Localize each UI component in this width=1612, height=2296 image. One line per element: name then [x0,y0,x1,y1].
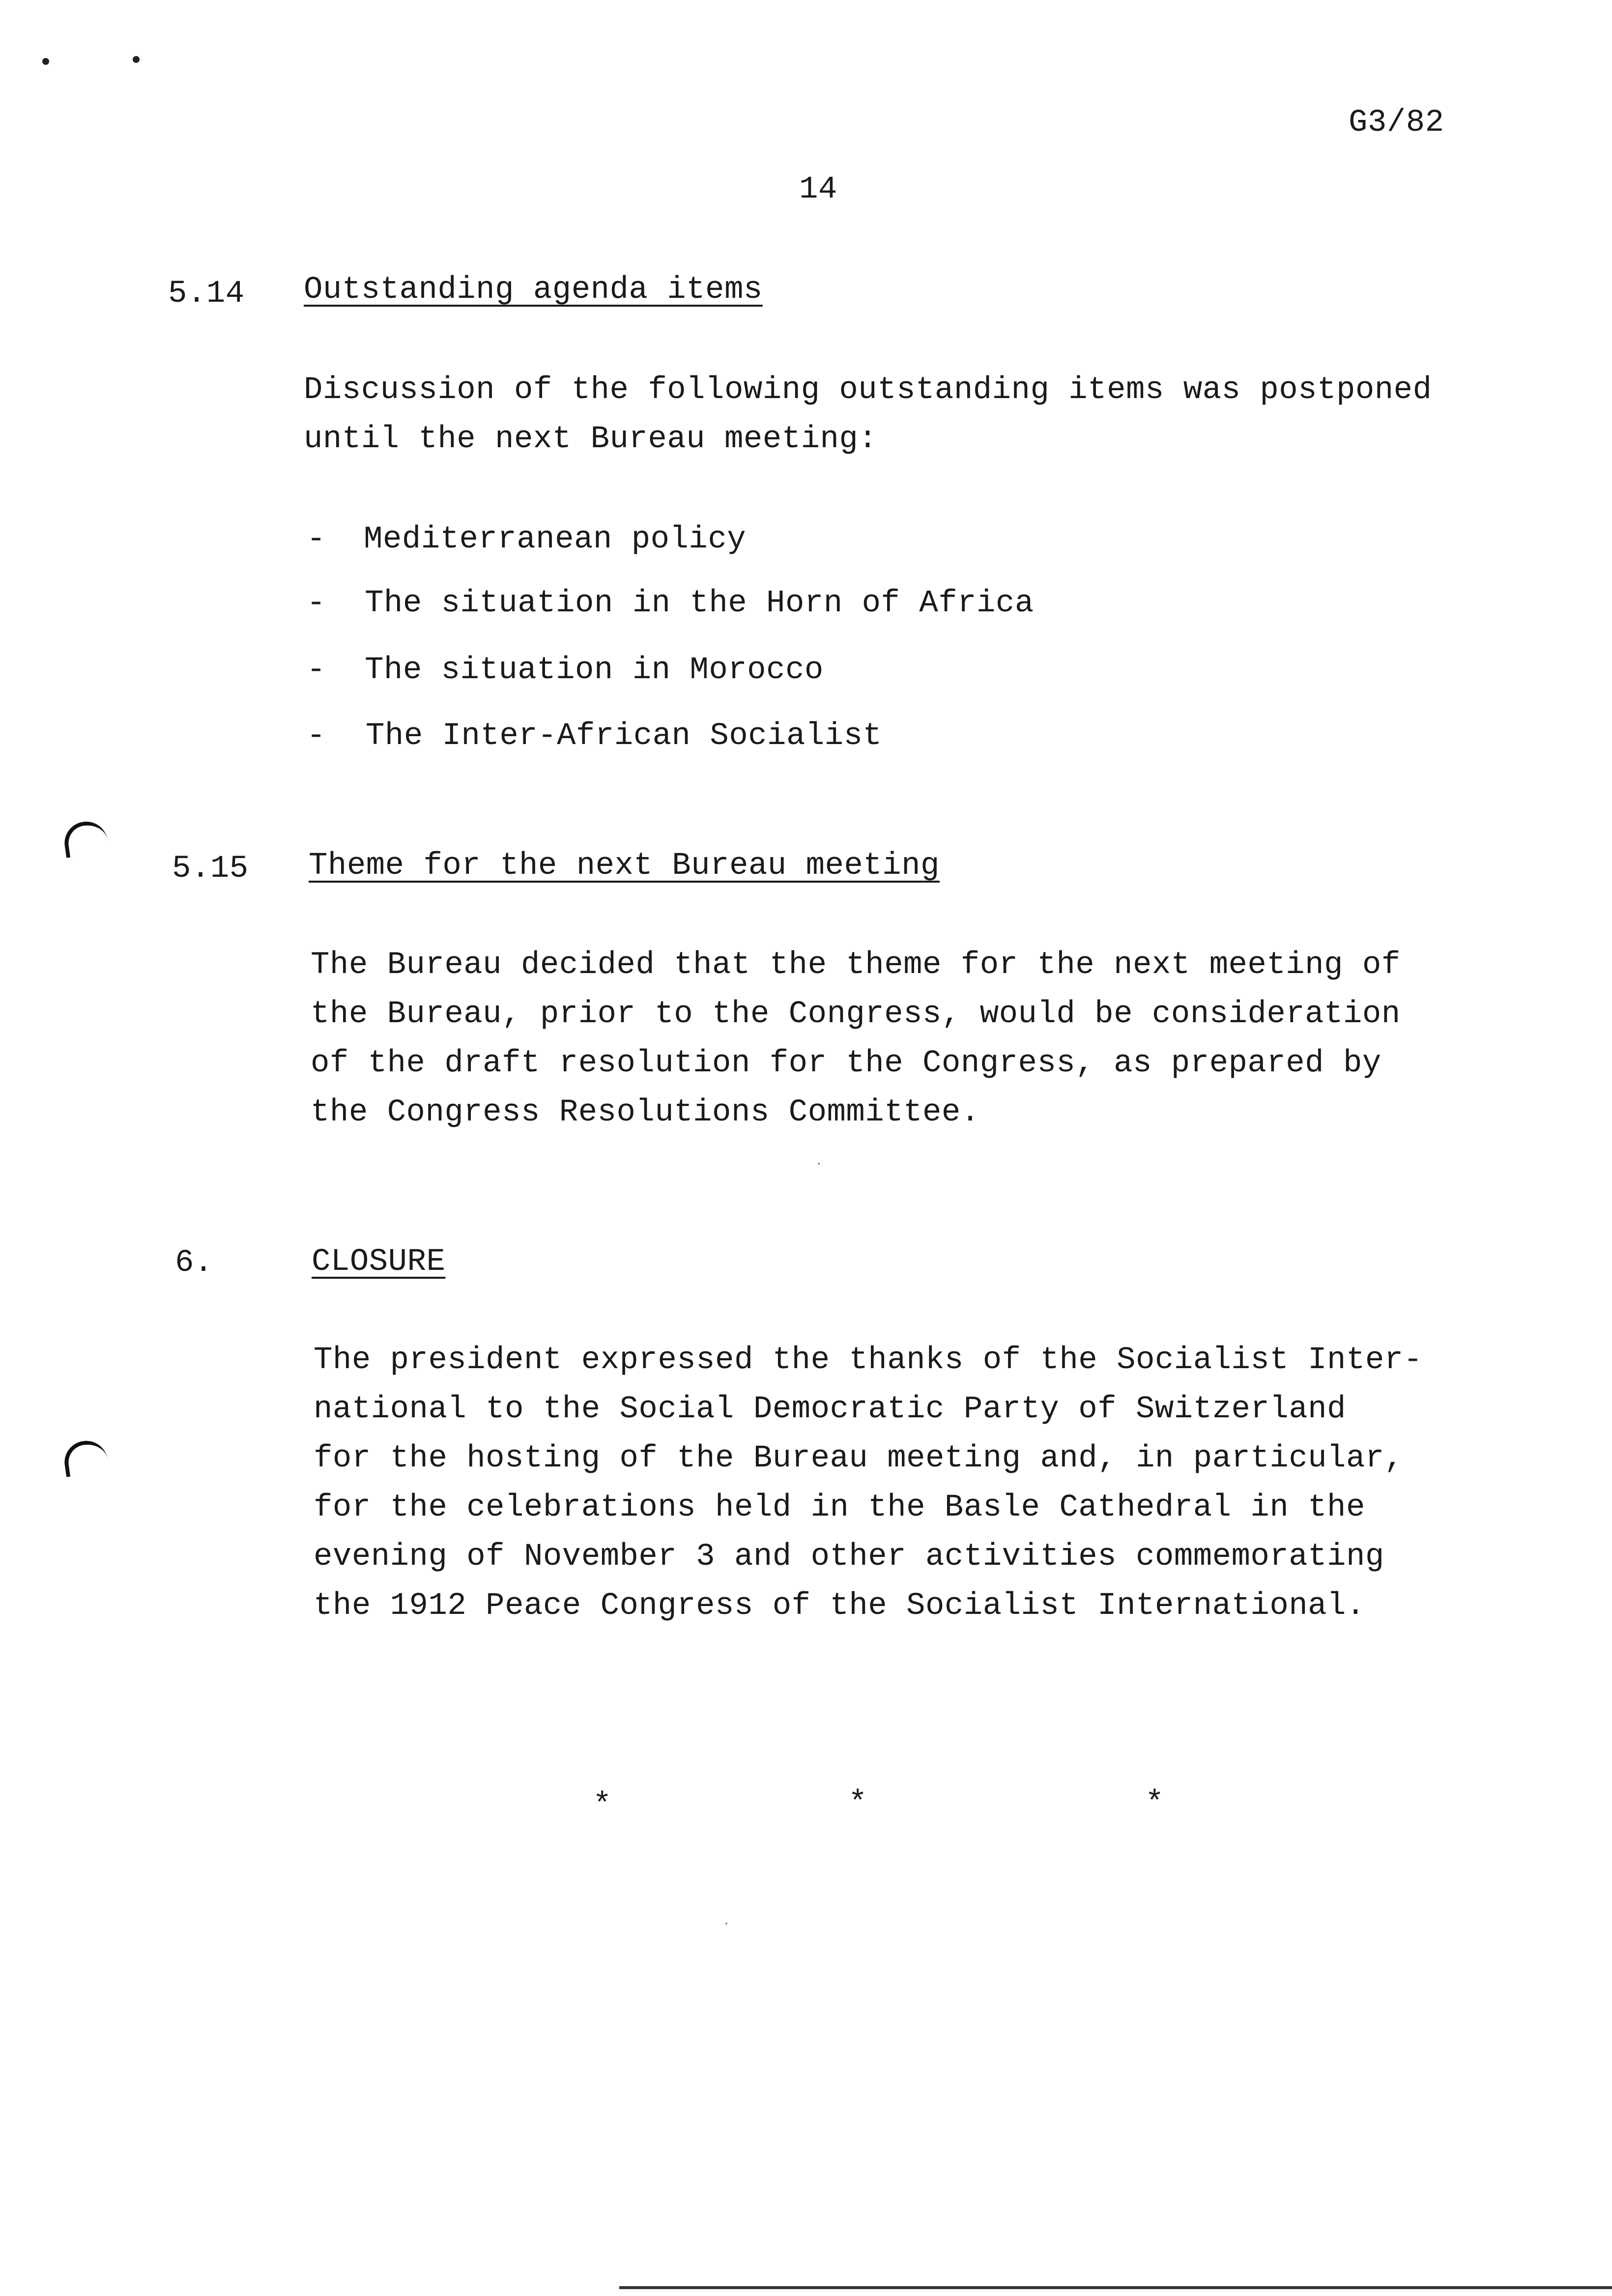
paragraph-line: evening of November 3 and other activities commemorating [314,1539,1384,1575]
punch-hole-arc [62,1438,110,1477]
section-body-paragraph [314,1336,1423,1631]
paragraph-line: the 1912 Peace Congress of the Socialist International. [314,1588,1365,1624]
paragraph-line: the Bureau, prior to the Congress, would be consideration [311,997,1401,1032]
section-heading: CLOSURE [312,1244,446,1280]
list-bullet: - [307,718,326,754]
paragraph-line: the Congress Resolutions Committee. [311,1095,980,1130]
scan-speck [818,1163,820,1165]
section-body-paragraph [311,941,1401,1137]
section-intro-paragraph [304,366,1432,464]
section-number: 6. [175,1245,213,1281]
list-item: Mediterranean policy [364,522,747,557]
section-heading: Outstanding agenda items [304,272,763,308]
page-number: 14 [799,172,837,207]
separator-star: * [1145,1786,1164,1821]
section-number: 5.15 [172,851,249,887]
document-reference: G3/82 [1349,105,1444,141]
punch-hole-arc [62,819,110,858]
scan-speck [725,1923,727,1924]
section-heading: Theme for the next Bureau meeting [309,848,940,884]
scan-mark-dot [133,56,140,63]
paragraph-line: The Bureau decided that the theme for the next meeting of [311,947,1401,983]
paragraph-line: of the draft resolution for the Congress, as prepared by [311,1046,1382,1081]
list-bullet: - [307,522,326,557]
paragraph-line: for the celebrations held in the Basle Cathedral in the [314,1490,1365,1525]
paragraph-line: Discussion of the following outstanding items was postponed [304,373,1432,408]
list-bullet: - [307,586,326,621]
paragraph-line: The president expressed the thanks of the Socialist Inter- [314,1343,1423,1378]
list-bullet: - [307,653,326,688]
list-item: The situation in the Horn of Africa [365,586,1034,621]
paragraph-line: for the hosting of the Bureau meeting and, in particular, [314,1441,1404,1476]
list-item: The situation in Morocco [365,653,824,688]
scan-mark-dot [42,58,49,65]
paragraph-line: until the next Bureau meeting: [304,422,878,457]
separator-star: * [593,1788,612,1823]
paragraph-line: national to the Social Democratic Party of Switzerland [314,1392,1346,1427]
scan-bottom-edge [619,2286,1612,2289]
section-number: 5.14 [168,276,245,312]
separator-star: * [848,1786,867,1821]
list-item: The Inter-African Socialist [366,718,882,754]
